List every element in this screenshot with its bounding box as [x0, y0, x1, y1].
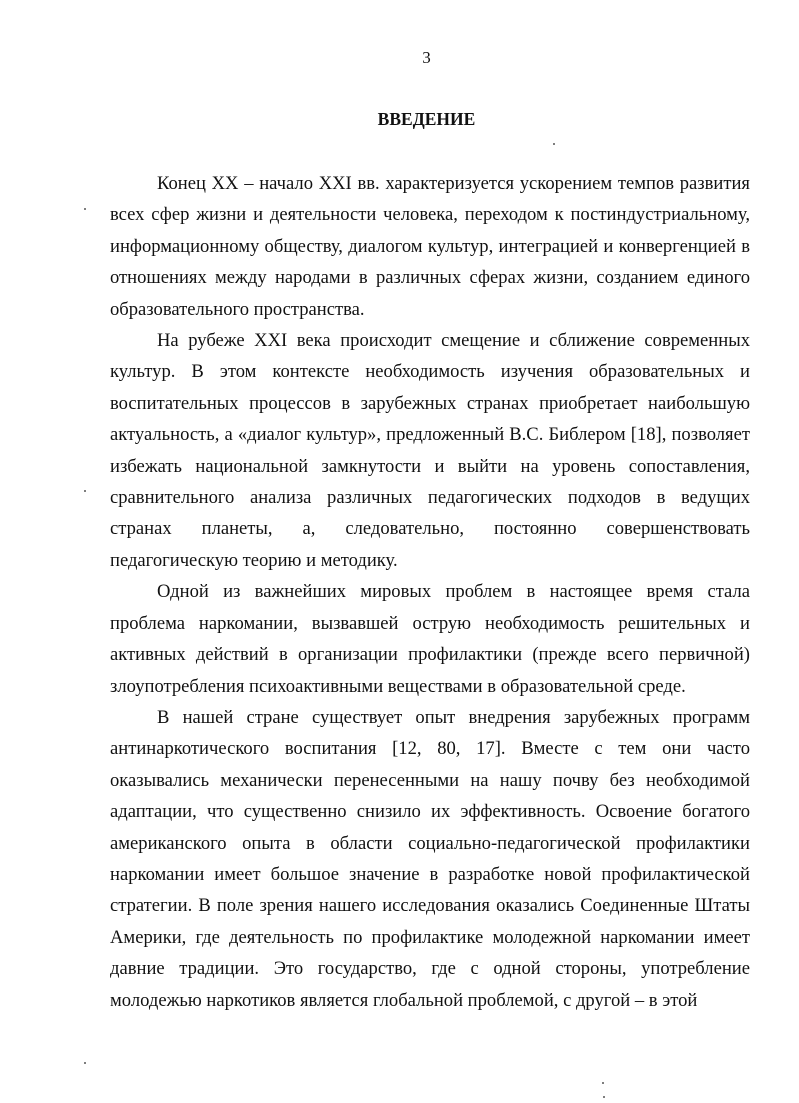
body-text	[110, 168, 750, 1016]
paragraph-3: Одной из важнейших мировых проблем в настоящее время стала проблема наркомании, вызвавшей острую необходимость решительных и активных действий в организации профилактики (прежде всего первичной) злоупотребления психоактивными веществами в образовательной среде.	[110, 581, 750, 697]
section-title: ВВЕДЕНИЕ	[377, 109, 476, 129]
scan-speck	[553, 143, 555, 145]
paragraph-1: Конец XX – начало XXI вв. характеризуется ускорением темпов развития всех сфер жизни и деятельности человека, переходом к постиндустриальному, информационному обществу, диалогом культур, интеграцией и конвергенцией в отношениях между народами в различных сферах жизни, созданием единого образовательного пространства.	[110, 173, 750, 320]
scan-speck	[84, 490, 86, 492]
scan-speck	[602, 1082, 604, 1084]
scan-speck	[84, 1062, 86, 1064]
paragraph-4: В нашей стране существует опыт внедрения зарубежных программ антинаркотического воспитания [12, 80, 17]. Вместе с тем они часто оказывались механически перенесенными на нашу почву без необходимой адаптации, что существенно снизило их эффективность. Освоение богатого американского опыта в области социально-педагогической профилактики наркомании имеет большое значение в разработке новой профилактической стратегии. В поле зрения нашего исследования оказались Соединенные Штаты Америки, где деятельность по профилактике молодежной наркомании имеет давние традиции. Это государство, где с одной стороны, употребление молодежью наркотиков является глобальной проблемой, с другой – в этой	[110, 706, 750, 1011]
scan-speck	[84, 208, 86, 210]
scan-speck	[603, 1096, 605, 1098]
page-number: 3	[422, 48, 431, 67]
paragraph-2: На рубеже XXI века происходит смещение и сближение современных культур. В этом контексте необходимость изучения образовательных и воспитательных процессов в зарубежных странах приобретает наибольшую актуальность, а «диалог культур», предложенный В.С. Библером [18], позволяет избежать национальной замкнутости и выйти на уровень сопоставления, сравнительного анализа различных педагогических подходов в ведущих странах планеты, а, следовательно, постоянно совершенствовать педагогическую теорию и методику.	[110, 330, 750, 571]
